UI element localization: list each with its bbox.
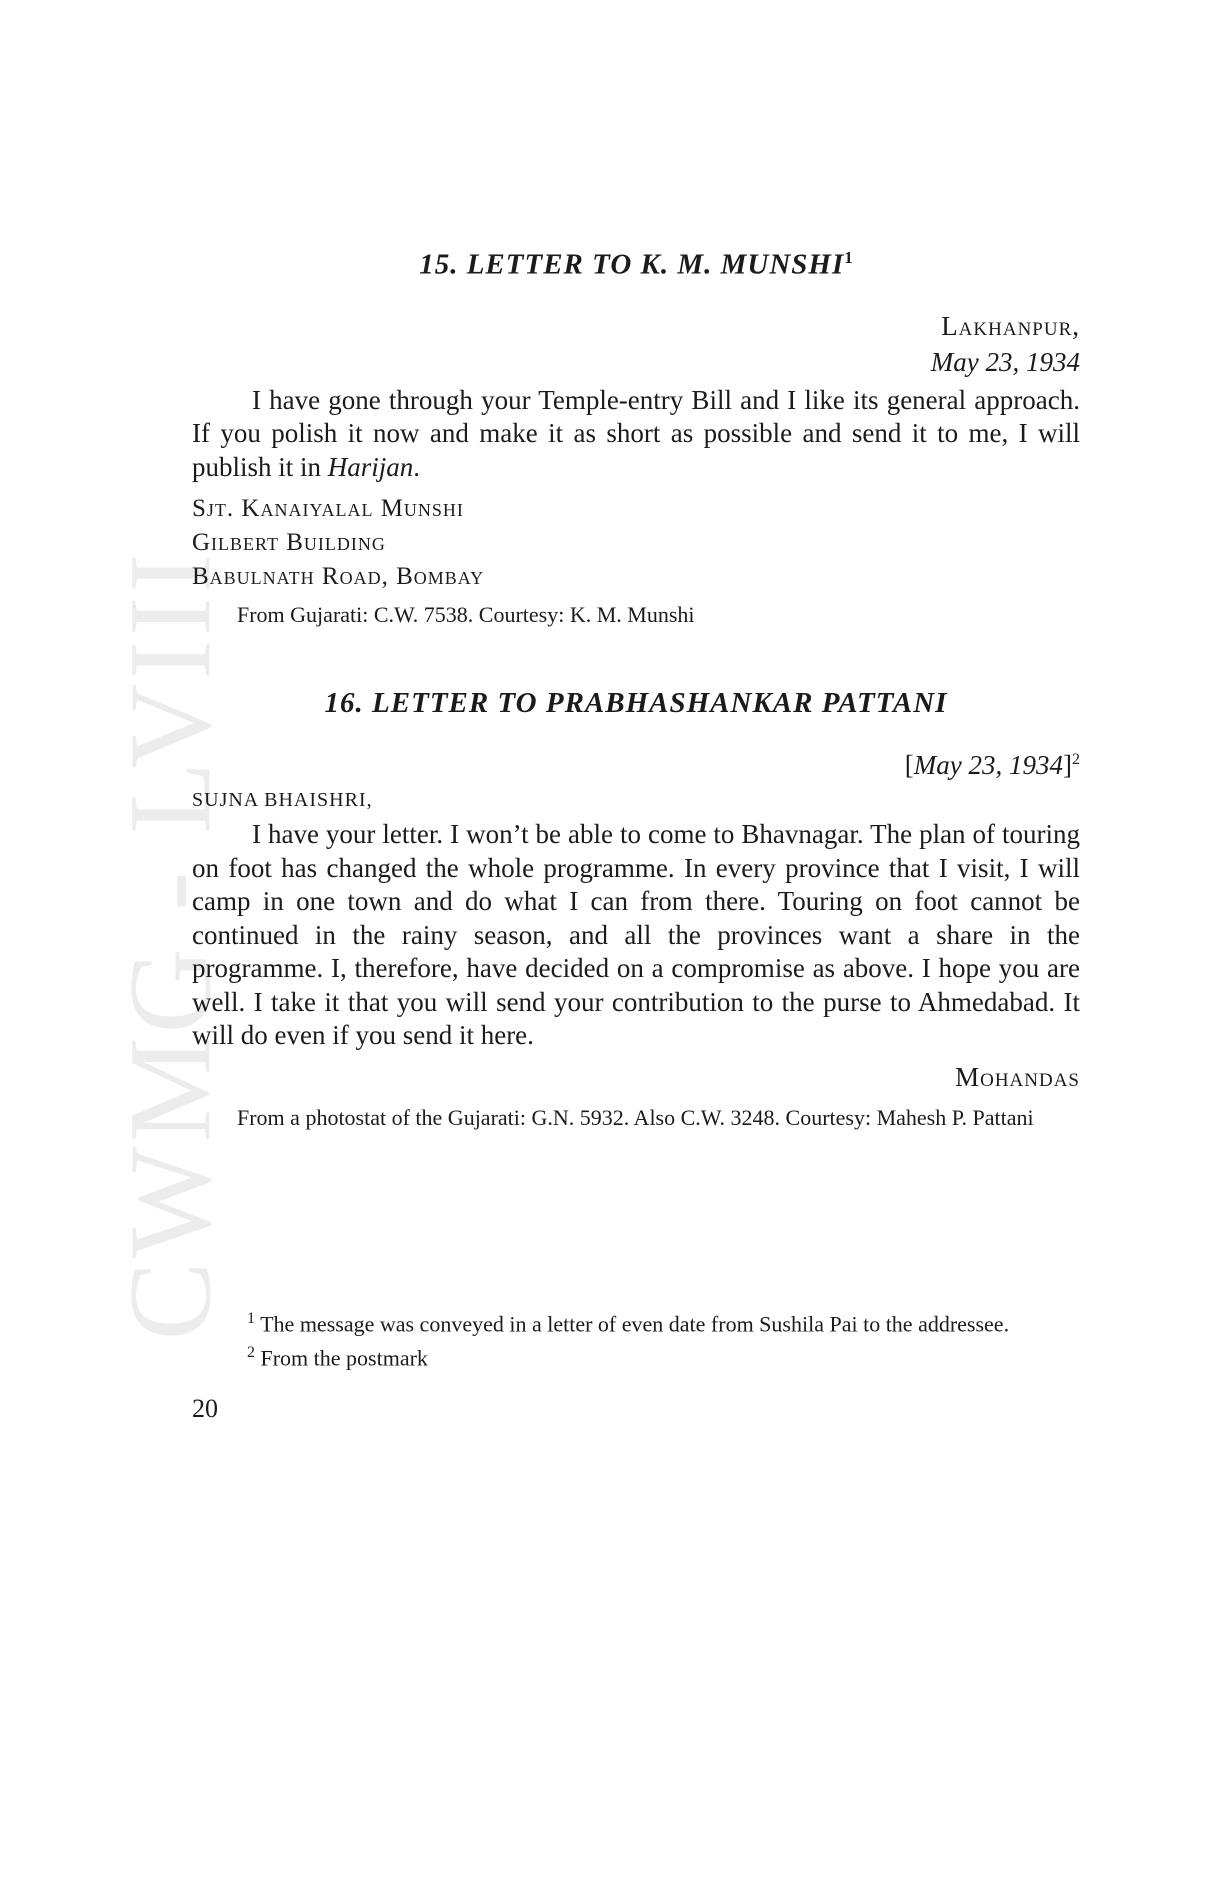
footnote [192,1338,1080,1372]
address-line: Sjt. Kanaiyalal Munshi [192,495,464,523]
letter-date: May 23, 1934 [930,346,1080,377]
footnote [192,1304,1080,1338]
source-note: From Gujarati: C.W. 7538. Courtesy: K. M. Munshi [237,602,695,628]
footnote-text: The message was conveyed in a letter of even date from Sushila Pai to the addressee. [260,1310,1010,1336]
letter-place: Lakhanpur, [941,310,1080,341]
footnote-mark: 1 [247,1309,255,1327]
footnote-marker: 2 [1072,751,1080,769]
watermark-text: CWMG - LVIII [104,549,236,1341]
address-block [192,492,1080,594]
date-bracket-open: [ [904,750,914,781]
footnotes [192,1304,1080,1373]
address-line: Babulnath Road, Bombay [192,563,485,591]
letter-body: I have your letter. I won’t be able to come to Bhavnagar. The plan of touring on foot has changed the whole programme. In every province that I visit, I will camp in one town and do what I can from there. Touring on foot cannot be continued in the rainy season, and all the provinces want a share in the programme. I, therefore, have decided on a compromise as above. I hope you are well. I take it that you will send your contribution to the purse to Ahmedabad. It will do even if you send it here. [192,819,1080,1051]
letter-pattani [192,687,1080,1134]
body-italic-text: Harijan [327,451,414,482]
address-line: Gilbert Building [192,529,386,557]
body-text-end: . [413,451,421,482]
signature: Mohandas [955,1061,1080,1092]
page-content [192,248,1080,1424]
letter-title-text: 15. LETTER TO K. M. MUNSHI [419,248,845,281]
letter-body [192,384,1080,485]
footnote-mark: 2 [247,1343,255,1361]
date-bracket-close: ] [1063,750,1072,781]
salutation: SUJNA BHAISHRI, [192,789,373,812]
date-text: May 23, 1934 [913,750,1063,781]
footnote-marker: 1 [844,248,853,267]
letter-date [192,742,1080,783]
letter-munshi [192,248,1080,631]
footnote-text: From the postmark [260,1345,428,1371]
source-note: From a photostat of the Gujarati: G.N. 5932. Also C.W. 3248. Courtesy: Mahesh P. Pattani [237,1104,1034,1130]
body-text: I have gone through your Temple-entry Bill and I like its general approach. If you polish it now and make it as short as possible and send it to me, I will publish it in [192,384,1080,482]
letter-title: 16. LETTER TO PRABHASHANKAR PATTANI [324,687,948,720]
letter-title [192,248,1080,282]
page-number: 20 [192,1394,218,1424]
